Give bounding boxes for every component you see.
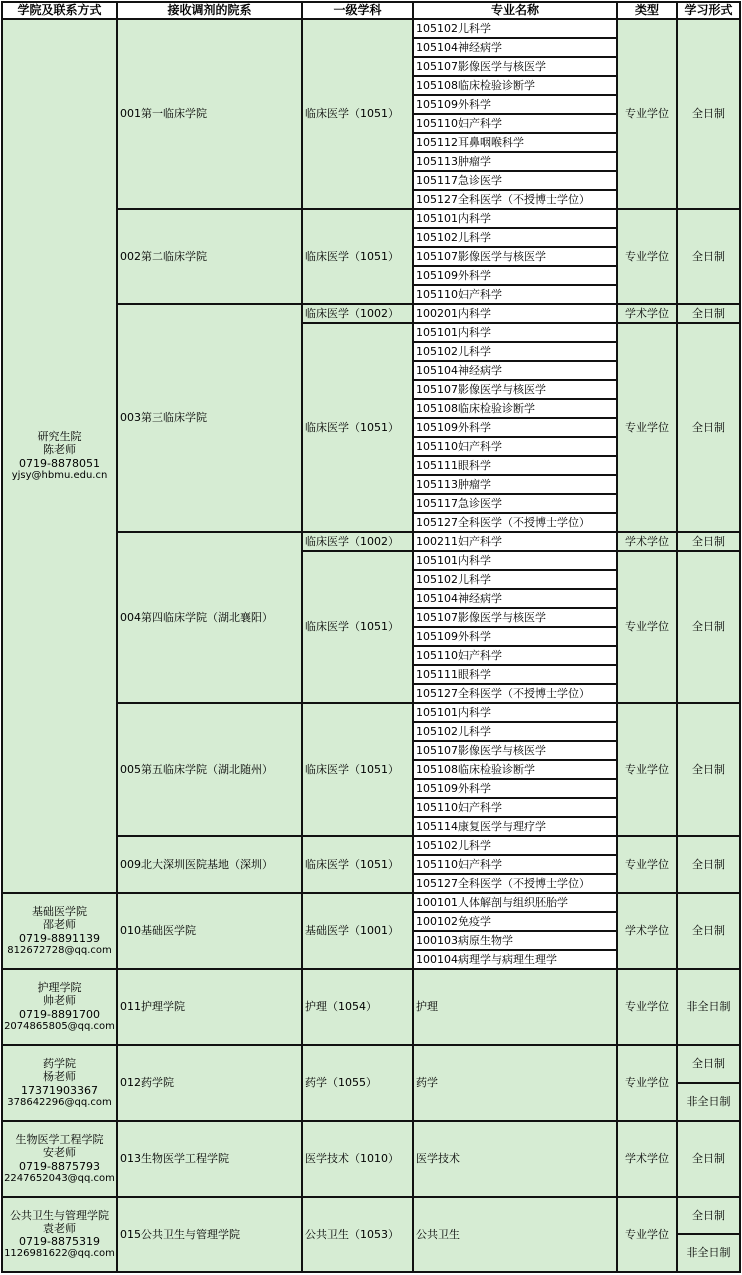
type-cell: 专业学位 bbox=[618, 1046, 678, 1122]
department-cell: 011护理学院 bbox=[118, 970, 303, 1046]
major-cell: 100201内科学 bbox=[414, 305, 618, 324]
major-cell: 105127全科医学（不授博士学位） bbox=[414, 514, 618, 533]
study-mode-cell: 非全日制 bbox=[678, 1084, 741, 1122]
major-cell: 105102儿科学 bbox=[414, 837, 618, 856]
study-mode-cell: 全日制 bbox=[678, 552, 741, 704]
department-cell: 005第五临床学院（湖北随州） bbox=[118, 704, 303, 837]
study-mode-cell: 全日制 bbox=[678, 1046, 741, 1084]
discipline-cell: 临床医学（1051） bbox=[303, 210, 414, 305]
major-cell: 105101内科学 bbox=[414, 552, 618, 571]
discipline-cell: 医学技术（1010） bbox=[303, 1122, 414, 1198]
contact-teacher: 帅老师 bbox=[43, 994, 76, 1008]
contact-phone: 0719-8891139 bbox=[19, 931, 100, 945]
discipline-cell: 基础医学（1001） bbox=[303, 894, 414, 970]
discipline-cell: 临床医学（1002） bbox=[303, 533, 414, 552]
type-cell: 专业学位 bbox=[618, 837, 678, 894]
major-cell: 105113肿瘤学 bbox=[414, 476, 618, 495]
major-cell: 护理 bbox=[414, 970, 618, 1046]
study-mode-cell: 全日制 bbox=[678, 20, 741, 210]
major-cell: 100211妇产科学 bbox=[414, 533, 618, 552]
type-cell: 专业学位 bbox=[618, 210, 678, 305]
adjustment-table bbox=[1, 1, 741, 1273]
major-cell: 100101人体解剖与组织胚胎学 bbox=[414, 894, 618, 913]
major-cell: 105108临床检验诊断学 bbox=[414, 400, 618, 419]
header-cell: 接收调剂的院系 bbox=[118, 1, 303, 20]
major-cell: 105101内科学 bbox=[414, 210, 618, 229]
contact-school-name: 护理学院 bbox=[37, 981, 82, 995]
major-cell: 105108临床检验诊断学 bbox=[414, 761, 618, 780]
major-cell: 105107影像医学与核医学 bbox=[414, 609, 618, 628]
contact-email: yjsy@hbmu.edu.cn bbox=[11, 469, 108, 481]
header-cell: 学院及联系方式 bbox=[1, 1, 118, 20]
type-cell: 学术学位 bbox=[618, 894, 678, 970]
major-cell: 医学技术 bbox=[414, 1122, 618, 1198]
major-cell: 105101内科学 bbox=[414, 324, 618, 343]
contact-email: 1126981622@qq.com bbox=[4, 1248, 115, 1260]
department-cell: 003第三临床学院 bbox=[118, 305, 303, 533]
major-cell: 105110妇产科学 bbox=[414, 438, 618, 457]
contact-cell bbox=[1, 1046, 118, 1122]
major-cell: 100102免疫学 bbox=[414, 913, 618, 932]
major-cell: 105102儿科学 bbox=[414, 723, 618, 742]
major-cell: 公共卫生 bbox=[414, 1198, 618, 1273]
discipline-cell: 护理（1054） bbox=[303, 970, 414, 1046]
major-cell: 药学 bbox=[414, 1046, 618, 1122]
contact-cell bbox=[1, 970, 118, 1046]
department-cell: 010基础医学院 bbox=[118, 894, 303, 970]
major-cell: 105109外科学 bbox=[414, 419, 618, 438]
type-cell: 专业学位 bbox=[618, 970, 678, 1046]
major-cell: 105109外科学 bbox=[414, 267, 618, 286]
contact-email: 2074865805@qq.com bbox=[4, 1020, 115, 1032]
department-cell: 015公共卫生与管理学院 bbox=[118, 1198, 303, 1273]
header-cell: 专业名称 bbox=[414, 1, 618, 20]
contact-email: 2247652043@qq.com bbox=[4, 1172, 115, 1184]
type-cell: 专业学位 bbox=[618, 20, 678, 210]
discipline-cell: 临床医学（1002） bbox=[303, 305, 414, 324]
major-cell: 105104神经病学 bbox=[414, 590, 618, 609]
contact-phone: 17371903367 bbox=[21, 1083, 98, 1097]
contact-cell bbox=[1, 1198, 118, 1273]
major-cell: 105104神经病学 bbox=[414, 362, 618, 381]
study-mode-cell: 全日制 bbox=[678, 305, 741, 324]
major-cell: 105127全科医学（不授博士学位） bbox=[414, 191, 618, 210]
major-cell: 105109外科学 bbox=[414, 780, 618, 799]
major-cell: 105114康复医学与理疗学 bbox=[414, 818, 618, 837]
type-cell: 学术学位 bbox=[618, 1122, 678, 1198]
major-cell: 105107影像医学与核医学 bbox=[414, 58, 618, 77]
major-cell: 100103病原生物学 bbox=[414, 932, 618, 951]
major-cell: 105110妇产科学 bbox=[414, 799, 618, 818]
major-cell: 100104病理学与病理生理学 bbox=[414, 951, 618, 970]
department-cell: 009北大深圳医院基地（深圳） bbox=[118, 837, 303, 894]
study-mode-cell: 全日制 bbox=[678, 704, 741, 837]
study-mode-cell: 全日制 bbox=[678, 210, 741, 305]
header-cell: 类型 bbox=[618, 1, 678, 20]
major-cell: 105102儿科学 bbox=[414, 229, 618, 248]
contact-teacher: 邵老师 bbox=[43, 918, 76, 932]
department-cell: 012药学院 bbox=[118, 1046, 303, 1122]
contact-email: 378642296@qq.com bbox=[7, 1096, 112, 1108]
contact-teacher: 袁老师 bbox=[43, 1221, 76, 1235]
study-mode-cell: 全日制 bbox=[678, 894, 741, 970]
discipline-cell: 临床医学（1051） bbox=[303, 704, 414, 837]
department-cell: 013生物医学工程学院 bbox=[118, 1122, 303, 1198]
major-cell: 105104神经病学 bbox=[414, 39, 618, 58]
major-cell: 105127全科医学（不授博士学位） bbox=[414, 685, 618, 704]
study-mode-cell: 全日制 bbox=[678, 1198, 741, 1235]
study-mode-cell: 全日制 bbox=[678, 837, 741, 894]
type-cell: 学术学位 bbox=[618, 305, 678, 324]
contact-school-name: 生物医学工程学院 bbox=[15, 1133, 104, 1147]
major-cell: 105110妇产科学 bbox=[414, 115, 618, 134]
major-cell: 105127全科医学（不授博士学位） bbox=[414, 875, 618, 894]
contact-phone: 0719-8878051 bbox=[19, 456, 100, 470]
type-cell: 专业学位 bbox=[618, 324, 678, 533]
major-cell: 105107影像医学与核医学 bbox=[414, 381, 618, 400]
type-cell: 专业学位 bbox=[618, 1198, 678, 1273]
major-cell: 105110妇产科学 bbox=[414, 647, 618, 666]
study-mode-cell: 全日制 bbox=[678, 1122, 741, 1198]
department-cell: 002第二临床学院 bbox=[118, 210, 303, 305]
discipline-cell: 药学（1055） bbox=[303, 1046, 414, 1122]
major-cell: 105111眼科学 bbox=[414, 457, 618, 476]
major-cell: 105110妇产科学 bbox=[414, 286, 618, 305]
study-mode-cell: 非全日制 bbox=[678, 1235, 741, 1273]
major-cell: 105117急诊医学 bbox=[414, 495, 618, 514]
study-mode-cell: 全日制 bbox=[678, 533, 741, 552]
study-mode-cell: 全日制 bbox=[678, 324, 741, 533]
discipline-cell: 临床医学（1051） bbox=[303, 552, 414, 704]
contact-teacher: 陈老师 bbox=[43, 443, 76, 457]
type-cell: 专业学位 bbox=[618, 552, 678, 704]
major-cell: 105117急诊医学 bbox=[414, 172, 618, 191]
header-cell: 学习形式 bbox=[678, 1, 741, 20]
major-cell: 105111眼科学 bbox=[414, 666, 618, 685]
type-cell: 专业学位 bbox=[618, 704, 678, 837]
contact-email: 812672728@qq.com bbox=[7, 944, 112, 956]
contact-phone: 0719-8875793 bbox=[19, 1159, 100, 1173]
contact-school-name: 基础医学院 bbox=[32, 905, 87, 919]
major-cell: 105110妇产科学 bbox=[414, 856, 618, 875]
contact-phone: 0719-8891700 bbox=[19, 1007, 100, 1021]
major-cell: 105107影像医学与核医学 bbox=[414, 742, 618, 761]
major-cell: 105113肿瘤学 bbox=[414, 153, 618, 172]
discipline-cell: 临床医学（1051） bbox=[303, 837, 414, 894]
discipline-cell: 临床医学（1051） bbox=[303, 20, 414, 210]
discipline-cell: 临床医学（1051） bbox=[303, 324, 414, 533]
discipline-cell: 公共卫生（1053） bbox=[303, 1198, 414, 1273]
contact-school-name: 研究生院 bbox=[37, 430, 82, 444]
major-cell: 105102儿科学 bbox=[414, 20, 618, 39]
contact-school-name: 药学院 bbox=[43, 1057, 76, 1071]
header-cell: 一级学科 bbox=[303, 1, 414, 20]
study-mode-cell: 非全日制 bbox=[678, 970, 741, 1046]
major-cell: 105108临床检验诊断学 bbox=[414, 77, 618, 96]
major-cell: 105102儿科学 bbox=[414, 343, 618, 362]
contact-cell bbox=[1, 894, 118, 970]
contact-phone: 0719-8875319 bbox=[19, 1235, 100, 1249]
major-cell: 105107影像医学与核医学 bbox=[414, 248, 618, 267]
major-cell: 105102儿科学 bbox=[414, 571, 618, 590]
major-cell: 105101内科学 bbox=[414, 704, 618, 723]
major-cell: 105109外科学 bbox=[414, 628, 618, 647]
major-cell: 105112耳鼻咽喉科学 bbox=[414, 134, 618, 153]
contact-school-name: 公共卫生与管理学院 bbox=[10, 1208, 109, 1222]
department-cell: 004第四临床学院（湖北襄阳） bbox=[118, 533, 303, 704]
contact-cell bbox=[1, 20, 118, 894]
type-cell: 学术学位 bbox=[618, 533, 678, 552]
department-cell: 001第一临床学院 bbox=[118, 20, 303, 210]
major-cell: 105109外科学 bbox=[414, 96, 618, 115]
contact-teacher: 杨老师 bbox=[43, 1070, 76, 1084]
contact-cell bbox=[1, 1122, 118, 1198]
contact-teacher: 安老师 bbox=[43, 1146, 76, 1160]
